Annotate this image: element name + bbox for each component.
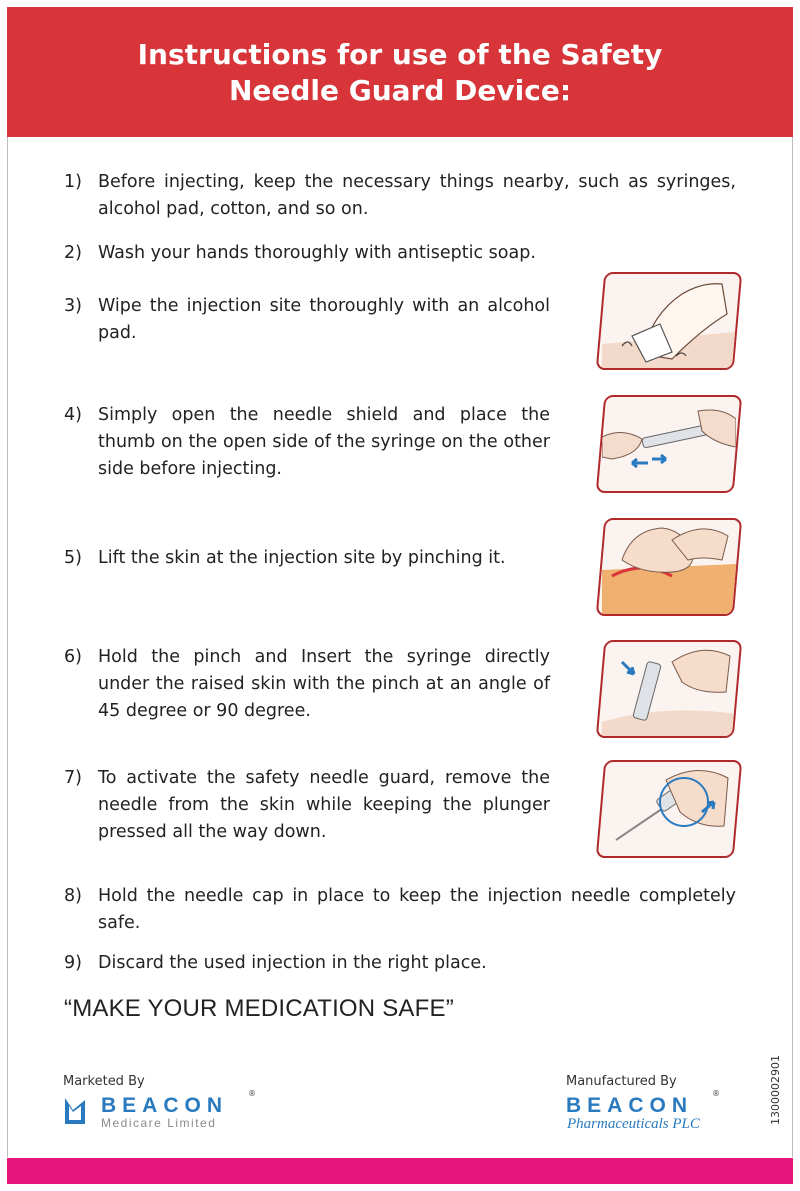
step-6	[64, 644, 550, 725]
manufacturer-brand-name: BEACON	[566, 1094, 694, 1117]
marketer-brand-name: BEACON	[101, 1094, 229, 1117]
step-number: 7)	[64, 768, 82, 788]
pinch-skin-illustration	[596, 518, 743, 616]
step-number: 2)	[64, 243, 82, 263]
title-line-1: Instructions for use of the Safety	[137, 38, 663, 71]
page-title	[7, 37, 793, 109]
product-code: 1300002901	[769, 1055, 782, 1125]
step-number: 3)	[64, 296, 82, 316]
step-3	[64, 293, 550, 347]
marketer-sub-name: Medicare Limited	[101, 1116, 217, 1130]
step-number: 8)	[64, 886, 82, 906]
step-number: 9)	[64, 953, 82, 973]
header-banner	[7, 7, 793, 137]
step-4	[64, 402, 550, 483]
step-text: Before injecting, keep the necessary things nearby, such as syringes, alcohol pad, cotton, and so on.	[98, 172, 736, 219]
manufacturer-registered-mark: ®	[712, 1089, 720, 1098]
footer-bar	[7, 1158, 793, 1184]
step-number: 6)	[64, 647, 82, 667]
step-text: Hold the pinch and Insert the syringe directly under the raised skin with the pinch at an angle of 45 degree or 90 degree.	[98, 647, 550, 721]
step-text: Wipe the injection site thoroughly with an alcohol pad.	[98, 296, 550, 343]
step-text: Lift the skin at the injection site by pinching it.	[98, 548, 506, 568]
marketed-by-label: Marketed By	[63, 1074, 145, 1089]
step-number: 5)	[64, 548, 82, 568]
manufacturer-sub-name: Pharmaceuticals PLC	[567, 1116, 700, 1132]
step-text: Hold the needle cap in place to keep the injection needle completely safe.	[98, 886, 736, 933]
step-text: Wash your hands thoroughly with antiseptic soap.	[98, 243, 536, 263]
step-5	[64, 545, 550, 572]
syringe-shield-illustration	[596, 395, 743, 493]
slogan: “MAKE YOUR MEDICATION SAFE”	[64, 995, 454, 1022]
step-2	[64, 240, 736, 267]
step-number: 4)	[64, 405, 82, 425]
step-text: To activate the safety needle guard, remove the needle from the skin while keeping the plunger pressed all the way down.	[98, 768, 550, 842]
step-8	[64, 883, 736, 937]
wipe-site-illustration	[596, 272, 743, 370]
step-7	[64, 765, 550, 846]
step-text: Discard the used injection in the right place.	[98, 953, 487, 973]
step-1	[64, 169, 736, 223]
activate-guard-illustration	[596, 760, 743, 858]
step-number: 1)	[64, 172, 82, 192]
marketer-registered-mark: ®	[248, 1089, 256, 1098]
step-text: Simply open the needle shield and place the thumb on the open side of the syringe on the other side before injecting.	[98, 405, 550, 479]
title-line-2: Needle Guard Device:	[228, 74, 572, 107]
manufactured-by-label: Manufactured By	[566, 1074, 677, 1089]
beacon-medicare-logo-mark	[63, 1096, 87, 1126]
insert-syringe-illustration	[596, 640, 743, 738]
step-9	[64, 950, 736, 977]
